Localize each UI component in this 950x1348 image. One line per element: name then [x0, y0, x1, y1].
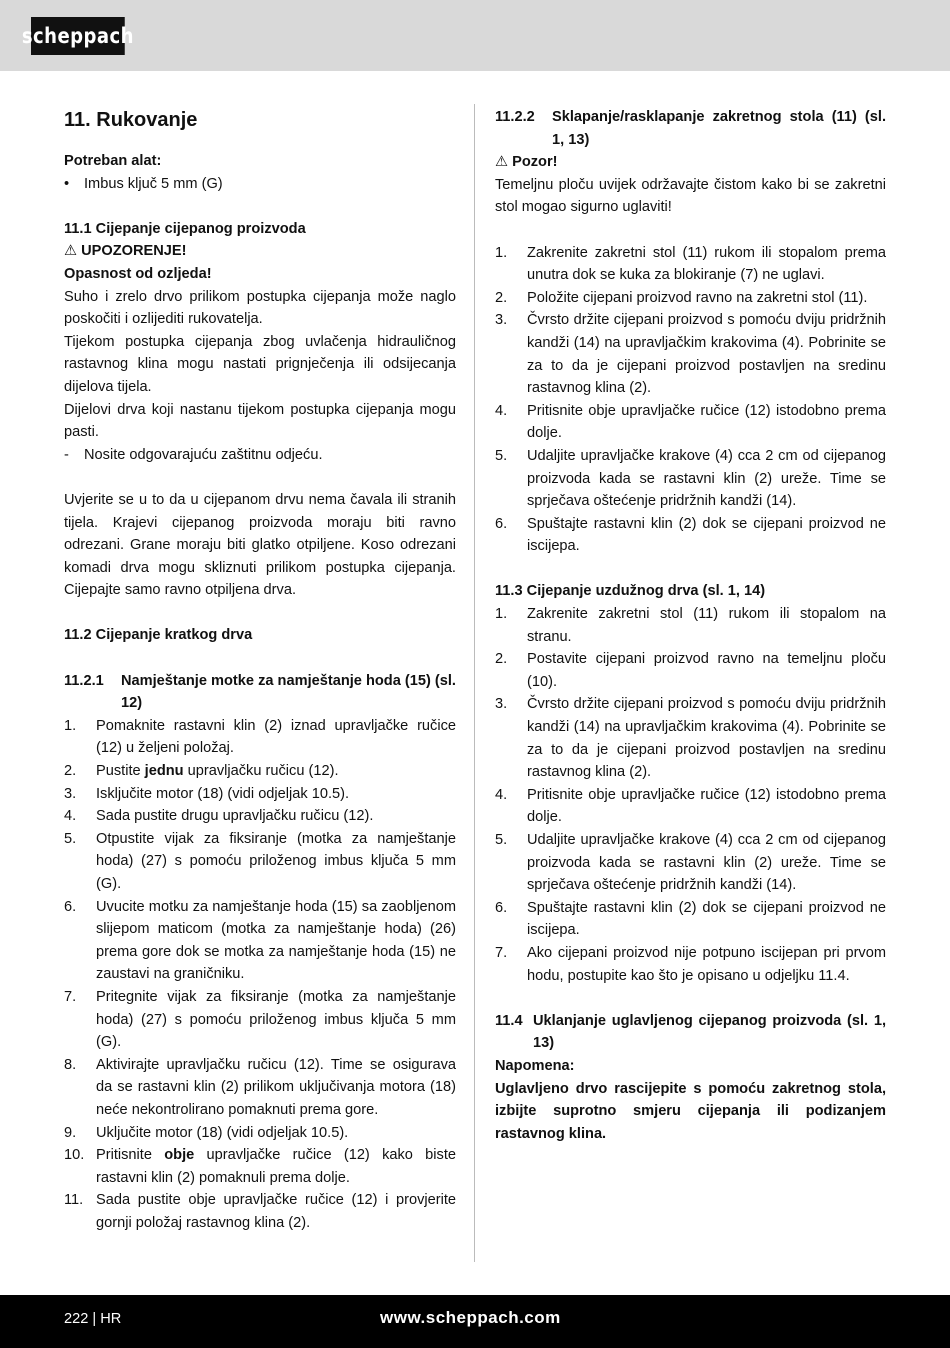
- step-text-post: upravljačku ručicu (12).: [183, 763, 339, 780]
- step-text: Pritegnite vijak za fiksiranje (motka za namještanje hoda) (27) s pomoću priloženog imbus ključa 5 mm (G).: [96, 988, 456, 1051]
- step-text: Postavite cijepani proizvod ravno na temeljnu ploču (10).: [527, 651, 886, 690]
- tools-list-item: [64, 173, 456, 196]
- step-number: 3.: [64, 785, 77, 802]
- step-item: [64, 896, 456, 986]
- heading-title: Namještanje motke za namještanje hoda (15) (sl. 12): [121, 672, 456, 712]
- subsection-heading-11-3: 11.3 Cijepanje uzdužnog drva (sl. 1, 14): [495, 583, 766, 600]
- step-item: [495, 445, 886, 513]
- paragraph-3: Dijelovi drva koji nastanu tijekom postupka cijepanja mogu pasti.: [64, 401, 456, 441]
- step-number: 2.: [495, 289, 508, 306]
- step-text: [96, 1144, 456, 1189]
- step-text: Uključite motor (18) (vidi odjeljak 10.5).: [96, 1124, 349, 1141]
- right-column: [495, 106, 886, 1145]
- subsection-heading-11-2-1: [64, 670, 456, 715]
- subsection-heading-11-2-2: [495, 106, 886, 151]
- step-number: 3.: [495, 696, 508, 713]
- step-text: Udaljite upravljačke krakove (4) cca 2 cm od cijepanog proizvoda kada se rastavni klin (2) ureže. Time se sprječava oštećenje pridržnih kandži (14).: [527, 447, 886, 510]
- step-item: [64, 783, 456, 806]
- step-item: [495, 242, 886, 287]
- step-text: Čvrsto držite cijepani proizvod s pomoću dviju pridržnih kandži (14) na upravljačkim krakovima (4). Pobrinite se za to da je cijepani proizvod postavljen na sredinu rastavnog klina (2).: [527, 312, 886, 397]
- paragraph-1: Suho i zrelo drvo prilikom postupka cijepanja može naglo poskočiti i ozlijediti rukovatelja.: [64, 288, 456, 328]
- danger-heading: Opasnost od ozljeda!: [64, 265, 212, 282]
- step-text: Isključite motor (18) (vidi odjeljak 10.5).: [96, 785, 350, 802]
- step-number: 2.: [495, 651, 508, 668]
- step-number: 1.: [495, 606, 508, 623]
- subsection-heading-11-4: [495, 1010, 886, 1055]
- scheppach-logo: scheppach: [31, 17, 125, 55]
- dash-list-item: [64, 444, 456, 467]
- step-item: [495, 942, 886, 987]
- dash-marker: -: [64, 446, 69, 463]
- step-item: [64, 1054, 456, 1122]
- step-number: 1.: [495, 244, 508, 261]
- step-text: Zakrenite zakretni stol (11) rukom ili stopalom prema unutra dok se kuka za blokiranje (7) ne uglavi.: [527, 244, 886, 284]
- section-title: 11. Rukovanje: [64, 109, 198, 131]
- step-number: 4.: [495, 402, 508, 419]
- step-number: 4.: [495, 786, 508, 803]
- step-item: [495, 897, 886, 942]
- step-number: 11.: [64, 1192, 84, 1209]
- warning-triangle-icon: ⚠: [64, 243, 78, 260]
- step-number: 6.: [64, 898, 77, 915]
- step-text: Pritisnite obje upravljačke ručice (12) istodobno prema dolje.: [527, 786, 886, 826]
- warning-line: [64, 240, 456, 263]
- step-number: 6.: [495, 515, 508, 532]
- tools-item-text: Imbus ključ 5 mm (G): [84, 175, 223, 192]
- step-text-bold: obje: [164, 1147, 195, 1164]
- caution-label: Pozor!: [512, 154, 558, 171]
- step-text: Otpustite vijak za fiksiranje (motka za namještanje hoda) (27) s pomoću priloženog imbus ključa 5 mm (G).: [96, 830, 456, 892]
- column-divider: [474, 104, 475, 1262]
- note-heading: Napomena:: [495, 1057, 575, 1074]
- warning-triangle-icon: ⚠: [495, 154, 509, 171]
- step-text: Čvrsto držite cijepani proizvod s pomoću dviju pridržnih kandži (14) na upravljačkim krakovima (4). Pobrinite se za to da je cijepani proizvod postavljen na sredinu rastavnog klina (2).: [527, 696, 886, 781]
- step-text: Pomaknite rastavni klin (2) iznad upravljačke ručice (12) u željeni položaj.: [96, 717, 456, 757]
- tools-heading: Potreban alat:: [64, 153, 162, 169]
- step-text: Spuštajte rastavni klin (2) dok se cijepani proizvod ne iscijepa.: [527, 515, 886, 555]
- step-text: Udaljite upravljačke krakove (4) cca 2 cm od cijepanog proizvoda kada se rastavni klin (2) ureže. Time se sprječava oštećenje pridržnih kandži (14).: [527, 832, 886, 894]
- subsection-heading-11-2: 11.2 Cijepanje kratkog drva: [64, 627, 253, 644]
- step-text-bold: jednu: [144, 763, 184, 780]
- header-band: [0, 0, 950, 71]
- step-item: [495, 309, 886, 399]
- step-item: [495, 400, 886, 445]
- dash-item-text: Nosite odgovarajuću zaštitnu odjeću.: [84, 446, 323, 463]
- bullet-icon: •: [64, 175, 70, 192]
- step-text: Uvucite motku za namještanje hoda (15) sa zaobljenom slijepom maticom (motka za namještanje hoda) (26) prema gore dok se motka za namještanje hoda (15) ne zaustavi na graničniku.: [96, 898, 456, 983]
- footer-band: [0, 1295, 950, 1348]
- heading-title: Sklapanje/rasklapanje zakretnog stola (11) (sl. 1, 13): [552, 109, 886, 148]
- step-text: Položite cijepani proizvod ravno na zakretni stol (11).: [527, 289, 868, 306]
- step-number: 9.: [64, 1124, 77, 1141]
- step-text: Ako cijepani proizvod nije potpuno iscijepan pri prvom hodu, postupite kao što je opisano u odjeljku 11.4.: [527, 944, 886, 984]
- step-number: 5.: [495, 832, 508, 848]
- caution-line: [495, 151, 886, 174]
- heading-number: 11.4: [495, 1012, 523, 1029]
- step-item: [64, 1122, 456, 1145]
- note-text: Uglavljeno drvo rascijepite s pomoću zakretnog stola, izbijte suprotno smjeru cijepanja ili podizanjem rastavnog klina.: [495, 1080, 886, 1142]
- warning-label: UPOZORENJE!: [81, 243, 187, 260]
- step-item: [64, 805, 456, 828]
- step-number: 4.: [64, 808, 77, 825]
- step-text: Spuštajte rastavni klin (2) dok se cijepani proizvod ne iscijepa.: [527, 899, 886, 939]
- step-number: 7.: [64, 988, 77, 1005]
- step-item: [64, 760, 456, 783]
- step-number: 7.: [495, 944, 508, 961]
- step-item: [495, 829, 886, 897]
- heading-number: 11.2.2: [495, 109, 535, 125]
- paragraph-2: Tijekom postupka cijepanja zbog uvlačenja hidrauličnog rastavnog klina mogu nastati prignječenja ili odsijecanja dijelova tijela.: [64, 333, 456, 395]
- step-number: 6.: [495, 899, 508, 916]
- step-text: Sada pustite obje upravljačke ručice (12) i provjerite gornji položaj rastavnog klina (2).: [96, 1192, 456, 1231]
- website-link[interactable]: www.scheppach.com: [380, 1308, 561, 1327]
- step-text: Zakrenite zakretni stol (11) rukom ili stopalom na stranu.: [527, 606, 886, 645]
- step-text-pre: Pustite: [96, 763, 145, 780]
- step-text-post: upravljačke ručice (12) kako biste rastavni klin (2) pomaknuli prema dolje.: [96, 1147, 457, 1186]
- step-item: [495, 648, 886, 693]
- step-text-pre: Pritisnite: [96, 1147, 165, 1164]
- step-number: 10.: [64, 1147, 85, 1164]
- step-number: 5.: [64, 830, 77, 847]
- step-number: 8.: [64, 1056, 77, 1073]
- step-item: [495, 693, 886, 783]
- step-item: [64, 1189, 456, 1234]
- step-number: 5.: [495, 447, 508, 464]
- heading-number: 11.2.1: [64, 672, 104, 689]
- step-item: [64, 828, 456, 896]
- step-text: Aktivirajte upravljačku ručicu (12). Time se osigurava da se rastavni klin (2) prilikom uključivanja motora (18) neće nekontrolirano pomaknuti prema gore.: [96, 1056, 456, 1118]
- step-text: [96, 760, 456, 783]
- step-number: 2.: [64, 763, 77, 780]
- subsection-heading-11-1: 11.1 Cijepanje cijepanog proizvoda: [64, 220, 306, 237]
- step-item: [64, 986, 456, 1054]
- page-number: 222 | HR: [64, 1311, 122, 1327]
- step-item: [495, 513, 886, 558]
- step-number: 3.: [495, 312, 508, 329]
- step-item: [64, 715, 456, 760]
- step-text: Sada pustite drugu upravljačku ručicu (12).: [96, 808, 374, 825]
- step-text: Pritisnite obje upravljačke ručice (12) istodobno prema dolje.: [527, 402, 886, 442]
- left-column: [64, 106, 456, 1235]
- step-item: [495, 603, 886, 648]
- heading-title: Uklanjanje uglavljenog cijepanog proizvoda (sl. 1, 13): [533, 1012, 886, 1052]
- step-item: [64, 1144, 456, 1189]
- caution-text: Temeljnu ploču uvijek održavajte čistom kako bi se zakretni stol mogao sigurno uglaviti!: [495, 176, 886, 216]
- step-item: [495, 784, 886, 829]
- step-number: 1.: [64, 717, 77, 734]
- step-item: [495, 287, 886, 310]
- paragraph-4: Uvjerite se u to da u cijepanom drvu nema čavala ili stranih tijela. Krajevi cijepanog proizvoda moraju biti ravno odrezani. Grane moraju biti glatko otpiljene. Koso odrezani komadi drva mogu skliznuti prilikom postupka cijepanja. Cijepajte samo ravno otpiljena drva.: [64, 491, 456, 599]
